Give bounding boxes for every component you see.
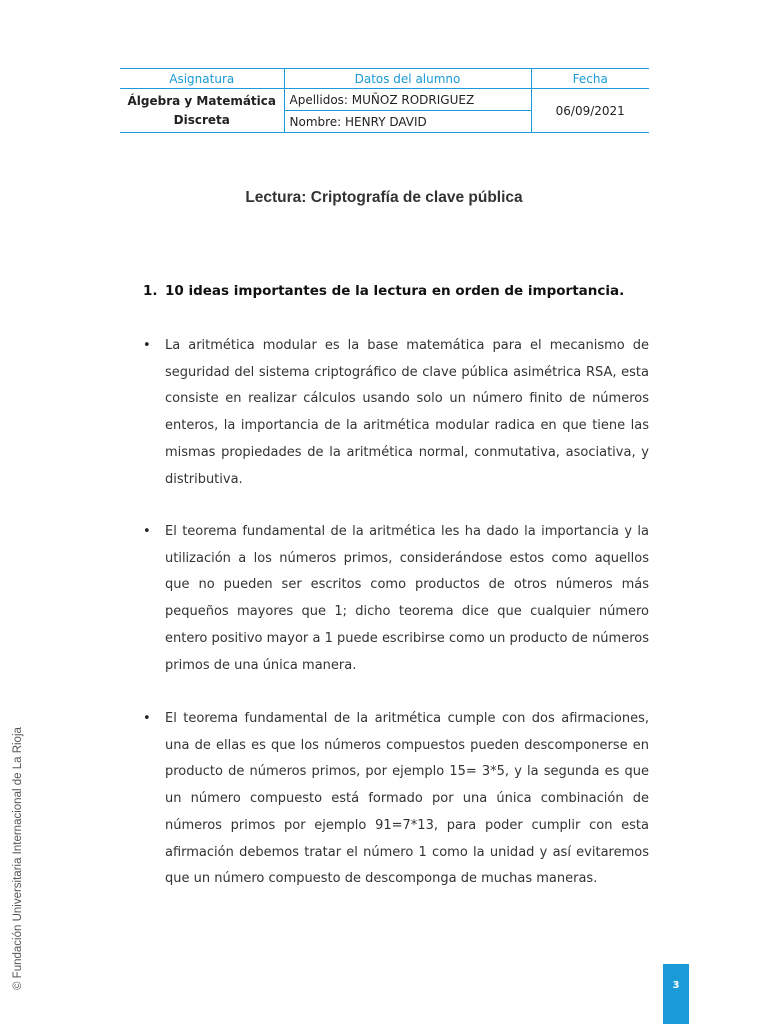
date-cell: 06/09/2021 — [531, 89, 649, 133]
bullet-text: La aritmética modular es la base matemática para el mecanismo de seguridad del sistema criptográfico de clave pública asimétrica RSA, esta consiste en realizar cálculos usando solo un número finito de números enteros, la importancia de la aritmética modular radica en que tiene las mismas propiedades de la aritmética normal, conmutativa, asociativa, y distributiva. — [165, 338, 649, 487]
name-cell: Nombre: HENRY DAVID — [284, 111, 531, 133]
subject-cell: Álgebra y Matemática Discreta — [120, 89, 284, 133]
bullet-item — [143, 333, 649, 493]
bullet-dot-icon: • — [143, 524, 151, 539]
bullet-dot-icon: • — [143, 711, 151, 726]
bullet-item — [143, 706, 649, 893]
document-title: Lectura: Criptografía de clave pública — [245, 189, 523, 206]
bullet-text: El teorema fundamental de la aritmética cumple con dos afirmaciones, una de ellas es que los números compuestos pueden descomponerse en producto de números primos, por ejemplo 15= 3*5, y la segunda es que un número compuesto está formado por una única combinación de números primos por ejemplo 91=7*13, para poder cumplir con esta afirmación debemos tratar el número 1 como la unidad y así evitaremos que un número compuesto de descomponga de muchas maneras. — [165, 711, 649, 887]
bullet-item — [143, 519, 649, 679]
section-number: 1. — [143, 283, 158, 299]
header-table — [120, 68, 649, 133]
col-date-header: Fecha — [531, 69, 649, 89]
col-student-header: Datos del alumno — [284, 69, 531, 89]
bullet-dot-icon: • — [143, 338, 151, 353]
surname-cell: Apellidos: MUÑOZ RODRIGUEZ — [284, 89, 531, 111]
page-number-badge: 3 — [663, 964, 689, 1024]
bullet-text: El teorema fundamental de la aritmética les ha dado la importancia y la utilización a los números primos, considerándose estos como aquellos que no pueden ser escritos como productos de otros números más pequeños mayores que 1; dicho teorema dice que cualquier número entero positivo mayor a 1 puede escribirse como un producto de números primos de una única manera. — [165, 524, 649, 673]
header-table-head-row — [120, 69, 649, 89]
col-subject-header: Asignatura — [120, 69, 284, 89]
header-table-row — [120, 89, 649, 111]
sidebar-credit: © Fundación Universitaria Internacional de La Rioja — [12, 727, 24, 990]
section-heading-text: 10 ideas importantes de la lectura en orden de importancia. — [165, 283, 625, 299]
section-heading — [143, 283, 663, 299]
